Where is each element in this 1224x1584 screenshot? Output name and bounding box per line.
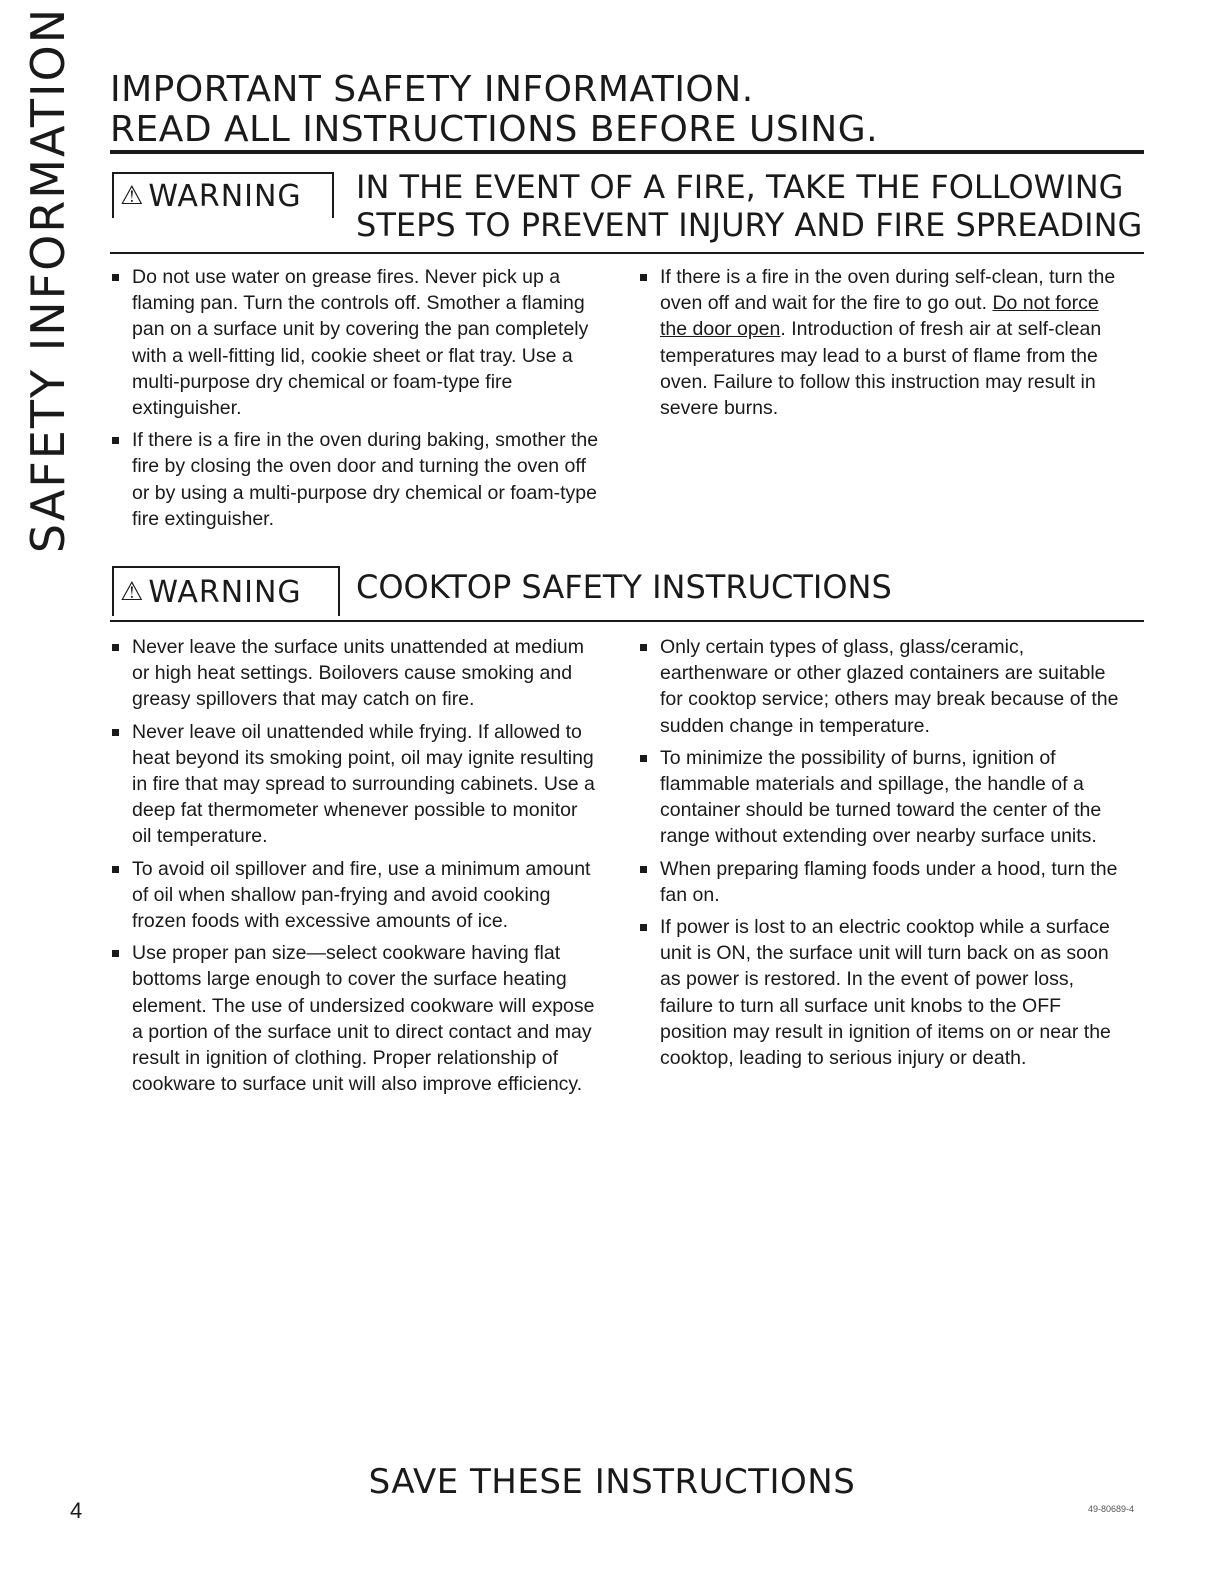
cooktop-warning-label: WARNING	[148, 574, 302, 610]
list-item: Do not use water on grease fires. Never pick up a flaming pan. Turn the controls off. Smother a flaming pan on a surface unit by covering the pan completely with a well-fitting lid, cookie sheet or flat tray. Use a multi-purpose dry chemical or foam-type fire extinguisher.	[110, 264, 600, 421]
cooktop-rule	[110, 620, 1144, 622]
list-item: Never leave oil unattended while frying. If allowed to heat beyond its smoking point, oil may ignite resulting in fire that may spread to surrounding cabinets. Use a deep fat thermometer whenever possible to monitor oil temperature.	[110, 719, 600, 850]
title-line-2: READ ALL INSTRUCTIONS BEFORE USING.	[110, 109, 879, 150]
title-rule	[110, 150, 1144, 154]
cooktop-right-column	[638, 634, 1128, 1077]
warning-triangle-icon: ⚠	[120, 577, 145, 607]
title-line-1: IMPORTANT SAFETY INFORMATION.	[110, 69, 754, 110]
warning-label: WARNING	[148, 178, 302, 214]
list-item: Never leave the surface units unattended at medium or high heat settings. Boilovers cause smoking and greasy spillovers that may catch on fire.	[110, 634, 600, 713]
fire-right-column	[638, 264, 1128, 427]
cooktop-heading: COOKTOP SAFETY INSTRUCTIONS	[356, 568, 892, 606]
warning-triangle-icon: ⚠	[120, 181, 145, 211]
page-title	[110, 70, 1142, 150]
page-number: 4	[70, 1498, 83, 1523]
fire-left-column	[110, 264, 600, 538]
cooktop-left-column	[110, 634, 600, 1103]
fire-heading	[356, 168, 1142, 244]
list-item: If there is a fire in the oven during baking, smother the fire by closing the oven door and turning the oven off or by using a multi-purpose dry chemical or foam-type fire extinguisher.	[110, 427, 600, 532]
fire-right-text-2: . Introduction of fresh air at self-clean temperatures may lead to a burst of flame from the oven. Failure to follow this instruction may result in severe burns.	[660, 318, 1102, 420]
list-item: Only certain types of glass, glass/ceramic, earthenware or other glazed containers are suitable for cooktop service; others may break because of the sudden change in temperature.	[638, 634, 1128, 739]
save-instructions-footer: SAVE THESE INSTRUCTIONS	[368, 1462, 856, 1502]
list-item	[638, 264, 1128, 421]
section-side-tab	[18, 6, 78, 554]
document-code: 49-80689-4	[1088, 1504, 1135, 1514]
cooktop-warning-label-box	[112, 566, 340, 616]
fire-heading-line-2: STEPS TO PREVENT INJURY AND FIRE SPREADING	[356, 206, 1143, 244]
fire-heading-line-1: IN THE EVENT OF A FIRE, TAKE THE FOLLOWING	[356, 168, 1124, 206]
list-item: Use proper pan size—select cookware having flat bottoms large enough to cover the surface heating element. The use of undersized cookware will expose a portion of the surface unit to direct contact and may result in ignition of clothing. Proper relationship of cookware to surface unit will also improve efficiency.	[110, 940, 600, 1097]
fire-rule	[110, 252, 1144, 254]
list-item: If power is lost to an electric cooktop while a surface unit is ON, the surface unit will turn back on as soon as power is restored. In the event of power loss, failure to turn all surface unit knobs to the OFF position may result in ignition of items on or near the cooktop, leading to serious injury or death.	[638, 914, 1128, 1071]
list-item: To avoid oil spillover and fire, use a minimum amount of oil when shallow pan-frying and avoid cooking frozen foods with excessive amounts of ice.	[110, 856, 600, 935]
fire-right-text-1: If there is a fire in the oven during self-clean, turn the oven off and wait for the fire to go out.	[660, 266, 1116, 315]
list-item: To minimize the possibility of burns, ignition of flammable materials and spillage, the handle of a container should be turned toward the center of the range without extending over nearby surface units.	[638, 745, 1128, 850]
list-item: When preparing flaming foods under a hood, turn the fan on.	[638, 856, 1128, 908]
fire-right-underlined: Do not force the door open	[660, 292, 1099, 341]
warning-label-box	[112, 172, 334, 218]
side-tab-label: SAFETY INFORMATION	[21, 6, 75, 554]
